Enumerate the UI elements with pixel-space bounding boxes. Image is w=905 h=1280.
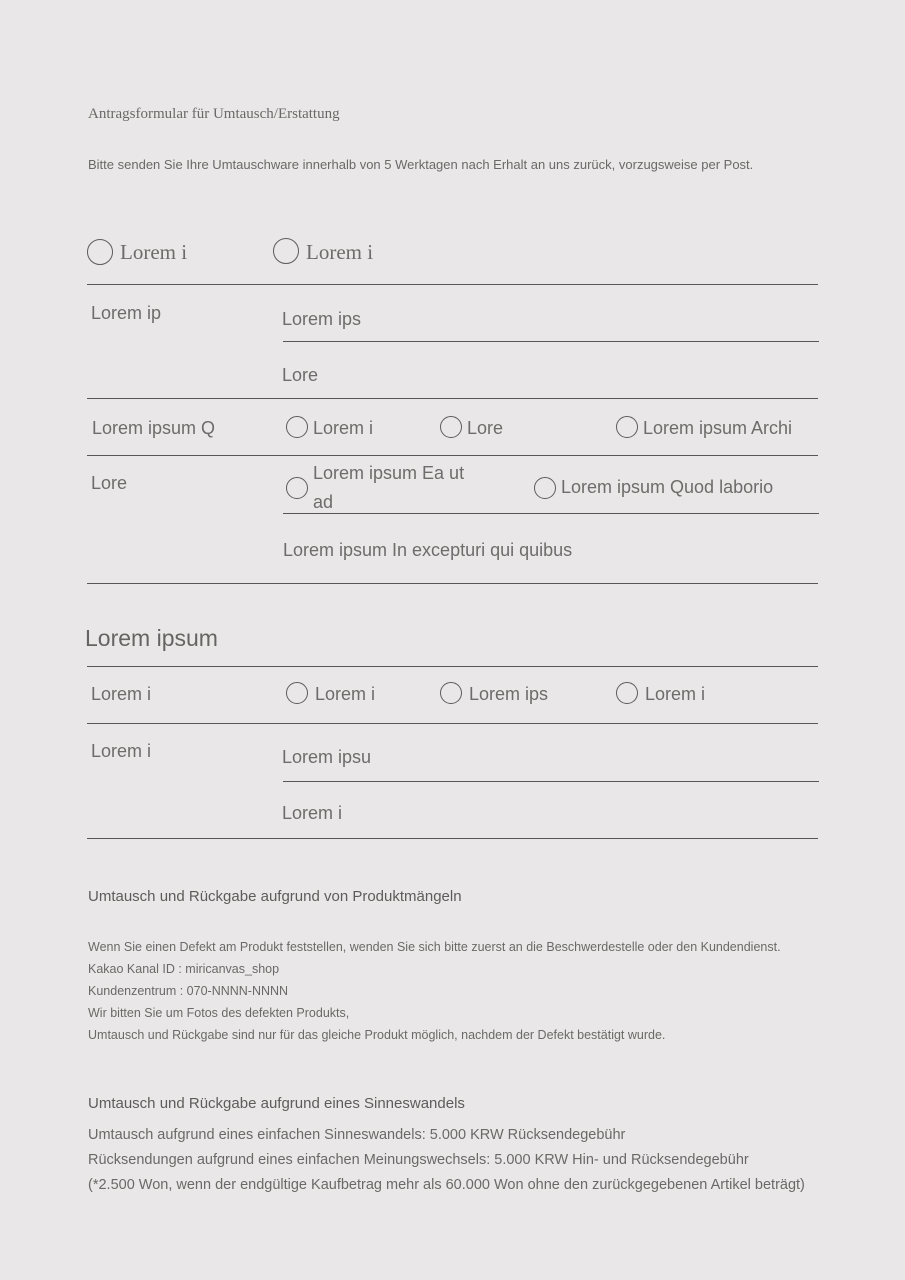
row2-radio-2-label: Lore xyxy=(467,418,504,438)
divider xyxy=(87,838,818,839)
s2-row1-label: Lorem i xyxy=(91,684,152,704)
divider xyxy=(87,583,818,584)
change-of-mind-line-3: (*2.500 Won, wenn der endgültige Kaufbetrag mehr als 60.000 Won ohne den zurückgegebenen Artikel beträgt) xyxy=(88,1177,805,1193)
s2-row2-field1[interactable]: Lorem ipsu xyxy=(282,747,372,767)
row3-radio-1-label-line1: Lorem ipsum Ea ut xyxy=(313,463,465,483)
row3-field[interactable]: Lorem ipsum In excepturi qui quibus xyxy=(283,540,573,560)
change-of-mind-line-2: Rücksendungen aufgrund eines einfachen Meinungswechsels: 5.000 KRW Hin- und Rücksendegebühr xyxy=(88,1152,749,1168)
divider xyxy=(87,723,818,724)
defect-line-3: Kundenzentrum : 070-NNNN-NNNN xyxy=(88,984,289,998)
s2-row2-label: Lorem i xyxy=(91,741,152,761)
change-of-mind-line-1: Umtausch aufgrund eines einfachen Sinneswandels: 5.000 KRW Rücksendegebühr xyxy=(88,1127,626,1143)
s2-row1-radio-2-label: Lorem ips xyxy=(469,684,549,704)
defect-heading: Umtausch und Rückgabe aufgrund von Produktmängeln xyxy=(88,888,462,905)
s2-row1-radio-1[interactable] xyxy=(286,682,308,704)
row2-radio-3-label: Lorem ipsum Archi xyxy=(643,418,793,438)
row2-label: Lorem ipsum Q xyxy=(92,418,216,438)
divider xyxy=(87,455,818,456)
row3-radio-2[interactable] xyxy=(534,477,556,499)
field-underline xyxy=(283,781,819,782)
row3-radio-1[interactable] xyxy=(286,477,308,499)
row3-radio-1-label-line2: ad xyxy=(313,492,334,512)
row1-label: Lorem ip xyxy=(91,303,162,323)
row2-radio-3[interactable] xyxy=(616,416,638,438)
defect-line-1: Wenn Sie einen Defekt am Produkt feststellen, wenden Sie sich bitte zuerst an die Beschwerdestelle oder den Kundendienst. xyxy=(88,940,781,954)
divider xyxy=(87,666,818,667)
s2-row2-field2[interactable]: Lorem i xyxy=(282,803,343,823)
defect-line-2: Kakao Kanal ID : miricanvas_shop xyxy=(88,962,280,976)
form-title: Antragsformular für Umtausch/Erstattung xyxy=(88,106,340,122)
divider xyxy=(87,398,818,399)
s2-row1-radio-3-label: Lorem i xyxy=(645,684,706,704)
intro-text: Bitte senden Sie Ihre Umtauschware innerhalb von 5 Werktagen nach Erhalt an uns zurück, vorzugsweise per Post. xyxy=(88,157,754,172)
field-underline xyxy=(283,341,819,342)
row1-field2[interactable]: Lore xyxy=(282,365,319,385)
row2-radio-2[interactable] xyxy=(440,416,462,438)
defect-line-5: Umtausch und Rückgabe sind nur für das gleiche Produkt möglich, nachdem der Defekt bestätigt wurde. xyxy=(88,1028,666,1042)
radio-top-1-label: Lorem i xyxy=(120,240,188,264)
row2-radio-1[interactable] xyxy=(286,416,308,438)
change-of-mind-heading: Umtausch und Rückgabe aufgrund eines Sinneswandels xyxy=(88,1095,465,1112)
row3-label: Lore xyxy=(91,473,128,493)
field-underline xyxy=(283,513,819,514)
s2-row1-radio-1-label: Lorem i xyxy=(315,684,376,704)
row2-radio-1-label: Lorem i xyxy=(313,418,374,438)
radio-top-2[interactable] xyxy=(273,238,299,264)
s2-row1-radio-2[interactable] xyxy=(440,682,462,704)
defect-line-4: Wir bitten Sie um Fotos des defekten Produkts, xyxy=(88,1006,350,1020)
row1-field1[interactable]: Lorem ips xyxy=(282,309,362,329)
section-title: Lorem ipsum xyxy=(85,625,218,651)
radio-top-1[interactable] xyxy=(87,239,113,265)
radio-top-2-label: Lorem i xyxy=(306,240,374,264)
s2-row1-radio-3[interactable] xyxy=(616,682,638,704)
row3-radio-2-label: Lorem ipsum Quod laborio xyxy=(561,477,774,497)
divider xyxy=(87,284,818,285)
